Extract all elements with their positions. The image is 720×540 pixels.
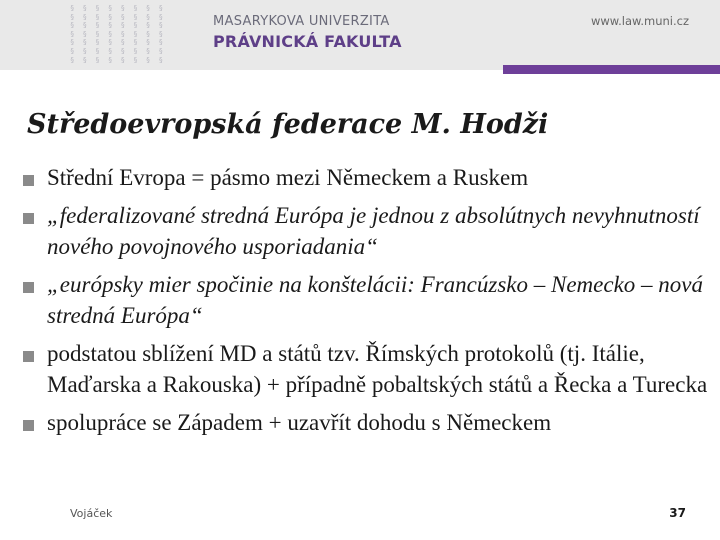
bullet-item <box>22 200 717 262</box>
bullet-text: Střední Evropa = pásmo mezi Německem a Ruskem <box>47 165 529 190</box>
bullet-item <box>22 162 717 193</box>
bullet-text: podstatou sblížení MD a států tzv. Římských protokolů (tj. Itálie, Maďarska a Rakouska) + případně pobaltských států a Řecka a Turecka <box>47 341 708 397</box>
square-bullet-icon <box>23 282 34 293</box>
square-bullet-icon <box>23 351 34 362</box>
slide-title: Středoevropská federace M. Hodži <box>27 109 549 141</box>
bullet-item <box>22 338 717 400</box>
page-number: 37 <box>669 506 686 520</box>
footer-author: Vojáček <box>70 507 113 520</box>
bullet-text: „federalizované stredná Európa je jednou z absolútnych nevyhnutností nového povojnového usporiadania“ <box>47 203 700 259</box>
bullet-list <box>22 162 717 445</box>
university-logo-pattern: § § § § § § § § § § § § § § § § § § § § § § § § § § § § § § § § § § § § § § § § § § § § § § § § § § § § § § § § <box>70 4 165 64</box>
bullet-item <box>22 269 717 331</box>
accent-bar <box>503 65 720 74</box>
square-bullet-icon <box>23 213 34 224</box>
university-name: MASARYKOVA UNIVERZITA <box>213 14 390 29</box>
square-bullet-icon <box>23 175 34 186</box>
bullet-text: „európsky mier spočinie na konštelácii: Francúzsko – Nemecko – nová stredná Európa“ <box>47 272 703 328</box>
square-bullet-icon <box>23 420 34 431</box>
bullet-text: spolupráce se Západem + uzavřít dohodu s Německem <box>47 410 552 435</box>
faculty-name: PRÁVNICKÁ FAKULTA <box>213 32 402 51</box>
bullet-item <box>22 407 717 438</box>
website-url: www.law.muni.cz <box>590 14 689 28</box>
header-bar <box>0 0 720 70</box>
